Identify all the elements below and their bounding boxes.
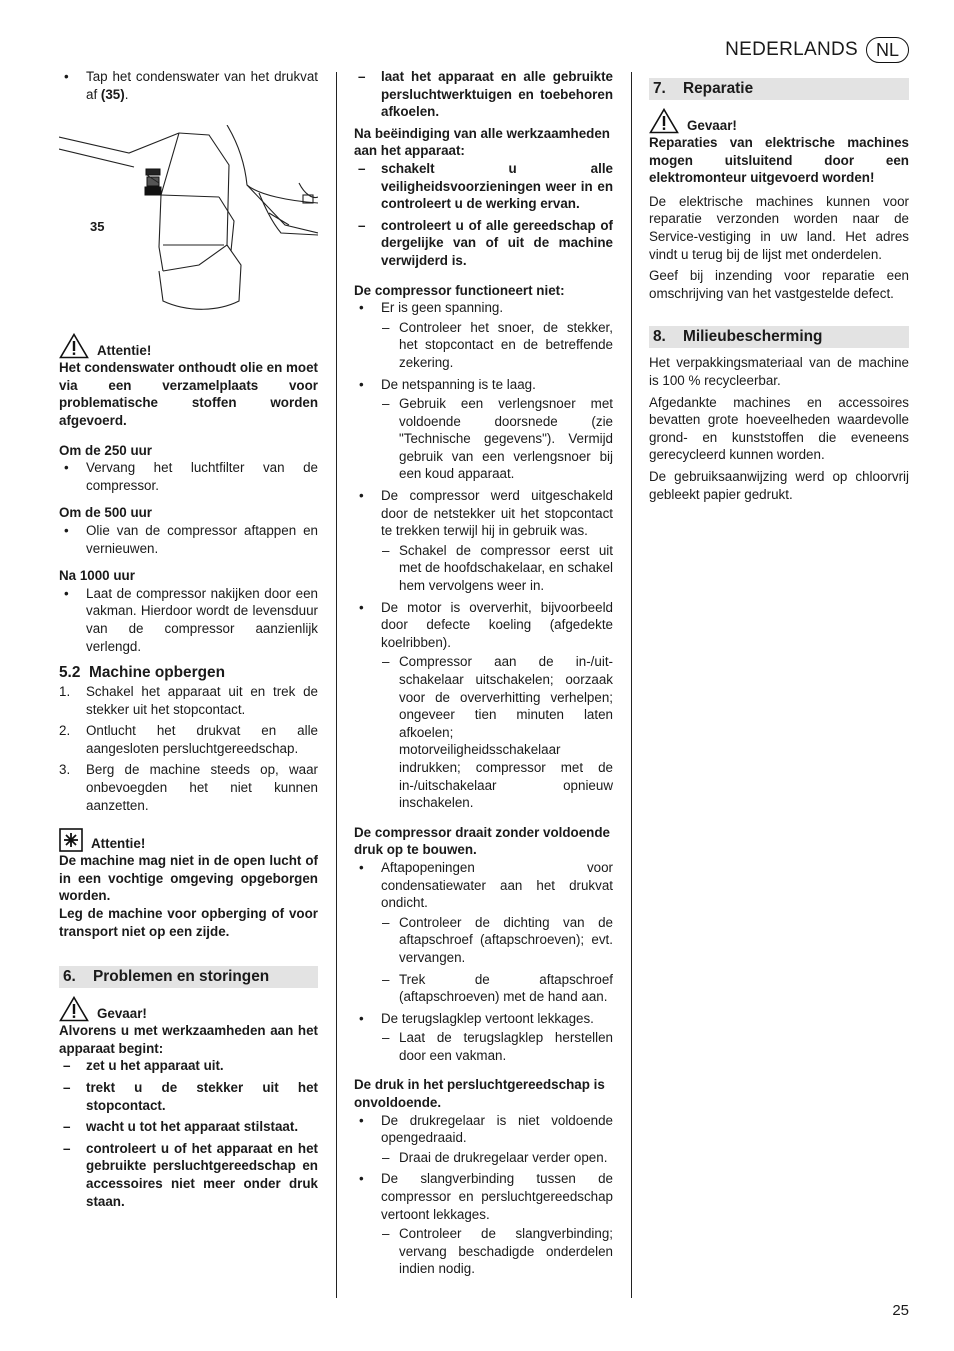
list-item: • De motor is oververhit, bijvoorbeeld door defecte koeling (afgedekte koelribben). – Compressor aan de in-/uit-schakelaar uitschakelen; oorzaak voor de oververhitting verhelpen; ongeveer tien minuten laten afkoelen; motorveiligheidsschakelaar indrukken; compressor met de in-/uitschakelaar opnieuw inschakelen. (354, 599, 613, 812)
page-number: 25 (892, 1302, 909, 1319)
language-label: NEDERLANDS (725, 39, 858, 61)
list-item: 2. Ontlucht het drukvat en alle aangesloten persluchtgereedschap. (59, 723, 318, 756)
list-item: • Tap het condenswater van het drukvat af (35). (59, 68, 318, 103)
warning-triangle-icon (59, 996, 89, 1022)
warning-triangle-icon (649, 108, 679, 134)
sub-item: – Controleer de slangverbinding; vervang beschadigde onderdelen indien nodig. (381, 1225, 613, 1278)
after-work-heading: Na beëindiging van alle werkzaamheden aan het apparaat: (354, 125, 610, 159)
list-item: – wacht u tot het apparaat stilstaat. (59, 1118, 318, 1136)
column-left (59, 68, 318, 1210)
paragraph: Afgedankte machines en accessoires bevatten grote hoeveelheden waardevolle grond- en kunststoffen die eveneens gerecycleerd kunnen worden. (649, 394, 909, 463)
moisture-warning-icon (59, 828, 83, 852)
problem-list (354, 1112, 613, 1278)
list-item: – trekt u de stekker uit het stopcontact. (59, 1079, 318, 1114)
list-item: • De netspanning is te laag. – Gebruik een verlengsnoer met voldoende doorsnede (zie "Technische gegevens"). Vermijd gebruik van een verlengsnoer bij een koud apparaat. (354, 376, 613, 484)
interval-heading-500: Om de 500 uur (59, 505, 153, 521)
language-code-badge: NL (866, 37, 909, 63)
list-item: • Er is geen spanning. – Controleer het snoer, de stekker, het stopcontact en de betreffende zekering. (354, 299, 613, 371)
section-heading-6: 6. Problemen en storingen (59, 966, 318, 988)
list-item: • De terugslagklep vertoont lekkages. – Laat de terugslagklep herstellen door een vakman. (354, 1010, 613, 1065)
paragraph: Geef bij inzending voor reparatie een omschrijving van het vastgestelde defect. (649, 268, 909, 301)
column-middle (354, 68, 613, 1278)
section-heading-7: 7. Reparatie (649, 78, 909, 100)
list-item: – laat het apparaat en alle gebruikte persluchtwerktuigen en toebehoren afkoelen. (354, 68, 613, 121)
danger-label: Gevaar! (687, 118, 737, 133)
section-heading-5-2: 5.2 Machine opbergen (59, 664, 225, 682)
column-right (649, 68, 909, 503)
list-item: • Aftapopeningen voor condensatiewater aan het drukvat ondicht. – Controleer de dichting van de aftapschroef (aftapschroeven); evt. vervangen. – Trek de aftapschroef (aftapschroeven) met de hand aan. (354, 859, 613, 1006)
list-item: – controleert u of het apparaat en het gebruikte persluchtgereedschap en accessoires niet meer onder druk staan. (59, 1140, 318, 1210)
column-divider (631, 72, 632, 1298)
list-item: 1. Schakel het apparaat uit en trek de stekker uit het stopcontact. (59, 684, 318, 717)
list-item: • De slangverbinding tussen de compressor en persluchtgereedschap vertoont lekkages. – Controleer de slangverbinding; vervang beschadigde onderdelen indien nodig. (354, 1170, 613, 1278)
column-divider (336, 72, 337, 1298)
list-item: • De drukregelaar is niet voldoende opengedraaid. – Draai de drukregelaar verder open. (354, 1112, 613, 1167)
paragraph: Het verpakkingsmateriaal van de machine is 100 % recycleerbar. (649, 355, 909, 388)
figure-callout-35: 35 (90, 219, 105, 235)
danger-steps-continued (354, 68, 613, 121)
drain-valve-illustration (59, 125, 318, 311)
sub-item: – Controleer de dichting van de aftapschroef (aftapschroeven); evt. vervangen. (381, 914, 613, 967)
interval-list-500 (59, 522, 318, 557)
interval-list-1000 (59, 585, 318, 655)
sub-item: – Controleer het snoer, de stekker, het stopcontact en de betreffende zekering. (381, 319, 613, 372)
storage-steps (59, 683, 318, 814)
problem-heading: De compressor functioneert niet: (354, 282, 565, 298)
sub-item: – Schakel de compressor eerst uit met de hoofdschakelaar, en schakel hem vervolgens weer in. (381, 542, 613, 595)
attention-label: Attentie! (97, 343, 152, 359)
list-item: 3. Berg de machine steeds op, waar onbevoegden het niet kunnen aanzetten. (59, 762, 318, 813)
list-item: • De compressor werd uitgeschakeld door de netstekker uit het stopcontact te trekken terwijl hij in gebruik was. – Schakel de compressor eerst uit met de hoofdschakelaar, en schakel hem vervolgens weer in. (354, 487, 613, 595)
list-item: – zet u het apparaat uit. (59, 1057, 318, 1075)
sub-item: – Trek de aftapschroef (aftapschroeven) met de hand aan. (381, 971, 613, 1006)
danger-heading (649, 108, 909, 134)
sub-item: – Laat de terugslagklep herstellen door een vakman. (381, 1029, 613, 1064)
paragraph: De gebruiksaanwijzing werd op chloorvrij gebleekt papier gedrukt. (649, 468, 909, 502)
attention-heading (59, 333, 318, 359)
interval-heading-250: Om de 250 uur (59, 442, 153, 458)
interval-heading-1000: Na 1000 uur (59, 568, 135, 584)
list-item: – controleert u of alle gereedschap of dergelijke van of uit de machine verwijderd is. (354, 217, 613, 270)
attention-text: De machine mag niet in de open lucht of in een vochtige omgeving opgeborgen worden. (59, 853, 318, 904)
list-item: • Laat de compressor nakijken door een vakman. Hierdoor wordt de levensduur van de compressor aanzienlijk verlengd. (59, 585, 318, 655)
paragraph: De elektrische machines kunnen voor reparatie verzonden worden naar de Service-vestiging in uw land. Het adres vindt u terug bij de lijst met onderdelen. (649, 193, 909, 262)
sub-item: – Draai de drukregelaar verder open. (381, 1149, 613, 1167)
list-item: • Olie van de compressor aftappen en vernieuwen. (59, 522, 318, 557)
attention-text: Het condenswater onthoudt olie en moet via een verzamelplaats voor problematische stoffen worden afgevoerd. (59, 360, 318, 428)
page-header (725, 37, 909, 63)
danger-heading (59, 996, 318, 1022)
problem-list (354, 859, 613, 1065)
attention-label: Attentie! (91, 836, 146, 852)
problem-heading: De compressor draait zonder voldoende druk op te bouwen. (354, 824, 610, 858)
drain-instruction (59, 68, 318, 103)
sub-item: – Gebruik een verlengsnoer met voldoende doorsnede (zie "Technische gegevens"). Vermijd gebruik van een verlengsnoer bij een koud apparaat. (381, 395, 613, 483)
after-work-steps (354, 160, 613, 270)
attention-heading (59, 828, 318, 852)
danger-text: Reparaties van elektrische machines mogen uitsluitend door een elektromonteur uitgevoerd worden! (649, 135, 909, 186)
problem-heading: De druk in het persluchtgereedschap is onvoldoende. (354, 1077, 605, 1111)
list-item: • Vervang het luchtfilter van de compressor. (59, 459, 318, 494)
list-item: – schakelt u alle veiligheidsvoorzieningen weer in en controleert u de werking ervan. (354, 160, 613, 213)
interval-list-250 (59, 459, 318, 494)
section-heading-8: 8. Milieubescherming (649, 326, 909, 348)
problem-list (354, 299, 613, 812)
attention-text: Leg de machine voor opberging of voor transport niet op een zijde. (59, 906, 318, 939)
sub-item: – Compressor aan de in-/uit-schakelaar uitschakelen; oorzaak voor de oververhitting verhelpen; ongeveer tien minuten laten afkoelen; motorveiligheidsschakelaar indrukken; compressor met de in-/uitschakelaar opnieuw inschakelen. (381, 653, 613, 811)
danger-intro: Alvorens u met werkzaamheden aan het apparaat begint: (59, 1023, 318, 1056)
danger-label: Gevaar! (97, 1006, 147, 1022)
danger-steps (59, 1057, 318, 1210)
warning-triangle-icon (59, 333, 89, 359)
